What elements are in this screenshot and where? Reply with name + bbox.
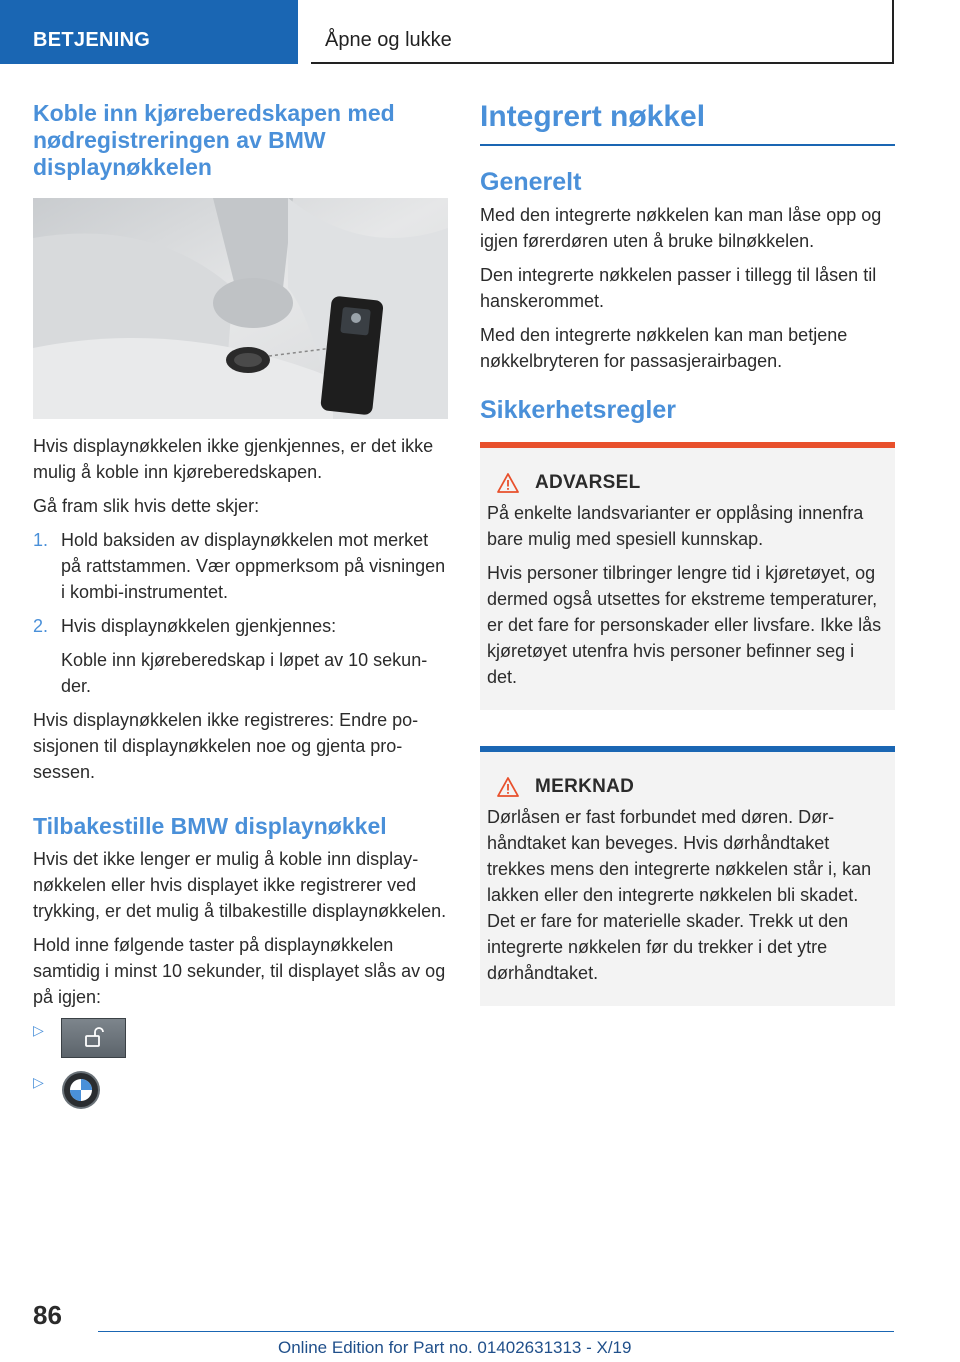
page-number: 86 <box>33 1300 62 1330</box>
para-hold-keys: Hold inne følgende taster på displaynøkkelen samtidig i minst 10 sekunder, til displayet slås av og på igjen: <box>33 935 446 1007</box>
list-item <box>33 527 448 605</box>
page-title: Integrert nøkkel <box>480 100 895 146</box>
unlock-button-icon <box>61 1018 126 1058</box>
warning-text-1: På enkelte landsvarianter er opplåsing innenfra bare mulig med spesiell kunnskap. <box>487 503 864 549</box>
bmw-logo-icon <box>61 1070 101 1110</box>
list-item <box>33 1070 448 1116</box>
section-label: BETJENING <box>33 29 151 51</box>
bullet-marker: ▷ <box>33 1022 44 1038</box>
warning-title: ADVARSEL <box>535 472 641 493</box>
heading-emergency-registration: Koble inn kjøreberedskapen med nødregistreringen av BMW displaynøkkelen <box>33 100 395 180</box>
note-title: MERKNAD <box>535 776 635 797</box>
para-procedure: Gå fram slik hvis dette skjer: <box>33 496 260 516</box>
list-item <box>33 613 448 699</box>
para-general-1: Med den integrerte nøkkelen kan man låse opp og igjen førerdøren uten å bruke bilnøkkelen. <box>480 205 882 251</box>
note-box <box>480 746 895 1006</box>
left-column <box>33 100 448 1116</box>
step-list <box>33 527 448 699</box>
steering-column-photo <box>33 198 448 419</box>
para-not-registered: Hvis displaynøkkelen ikke registreres: Endre posisjonen til displaynøkkelen noe og gjenta prosessen. <box>33 710 419 782</box>
heading-general: Generelt <box>480 168 582 196</box>
footer-edition: Online Edition for Part no. 01402631313 - X/19 <box>278 1338 632 1357</box>
footer-divider <box>98 1331 894 1332</box>
para-reset-info: Hvis det ikke lenger er mulig å koble inn displaynøkkelen eller hvis displayet ikke registrerer ved trykking, er det mulig å tilbakestille displaynøkkelen. <box>33 849 447 921</box>
heading-safety: Sikkerhetsregler <box>480 396 676 424</box>
section-tab <box>0 0 298 64</box>
step-text: Hold baksiden av displaynøkkelen mot merket på rattstammen. Vær oppmerksom på visningen i kombi-instrumentet. <box>61 530 446 602</box>
bullet-marker: ▷ <box>33 1074 44 1090</box>
para-not-recognized: Hvis displaynøkkelen ikke gjenkjennes, er det ikke mulig å koble inn kjøreberedskapen. <box>33 436 434 482</box>
right-column <box>480 100 895 1006</box>
chapter-label: Åpne og lukke <box>325 29 452 51</box>
list-item <box>33 1018 448 1064</box>
note-text: Dørlåsen er fast forbundet med døren. Dørhåndtaket kan beveges. Hvis dørhåndtaket trekkes mens den integrerte nøkkelen står i, kan lakken eller den integrerte nøkkelen bli skadet. Det er fare for materielle skader. Trekk ut den integrerte nøkkelen før du trekker i det ytre dørhåndtaket. <box>487 807 872 983</box>
para-general-3: Med den integrerte nøkkelen kan man betjene nøkkelbryteren for passasjerairbagen. <box>480 325 848 371</box>
step-text: Hvis displaynøkkelen gjenkjennes: <box>61 616 337 636</box>
heading-reset-key: Tilbakestille BMW displaynøkkel <box>33 813 387 839</box>
chapter-tab <box>311 0 894 64</box>
step-subtext: Koble inn kjøreberedskap i løpet av 10 sekunder. <box>61 650 428 696</box>
warning-box <box>480 442 895 710</box>
warning-text-2: Hvis personer tilbringer lengre tid i kjøretøyet, og dermed også utsettes for ekstreme temperaturer, er det fare for personskader eller livsfare. Ikke lås kjøretøyet utenfra hvis personer befinner seg i det. <box>487 563 882 687</box>
step-number: 1. <box>33 530 49 550</box>
step-number: 2. <box>33 616 49 636</box>
para-general-2: Den integrerte nøkkelen passer i tillegg til låsen til hanskerommet. <box>480 265 877 311</box>
warning-triangle-icon <box>497 777 519 797</box>
warning-triangle-icon <box>497 473 519 493</box>
